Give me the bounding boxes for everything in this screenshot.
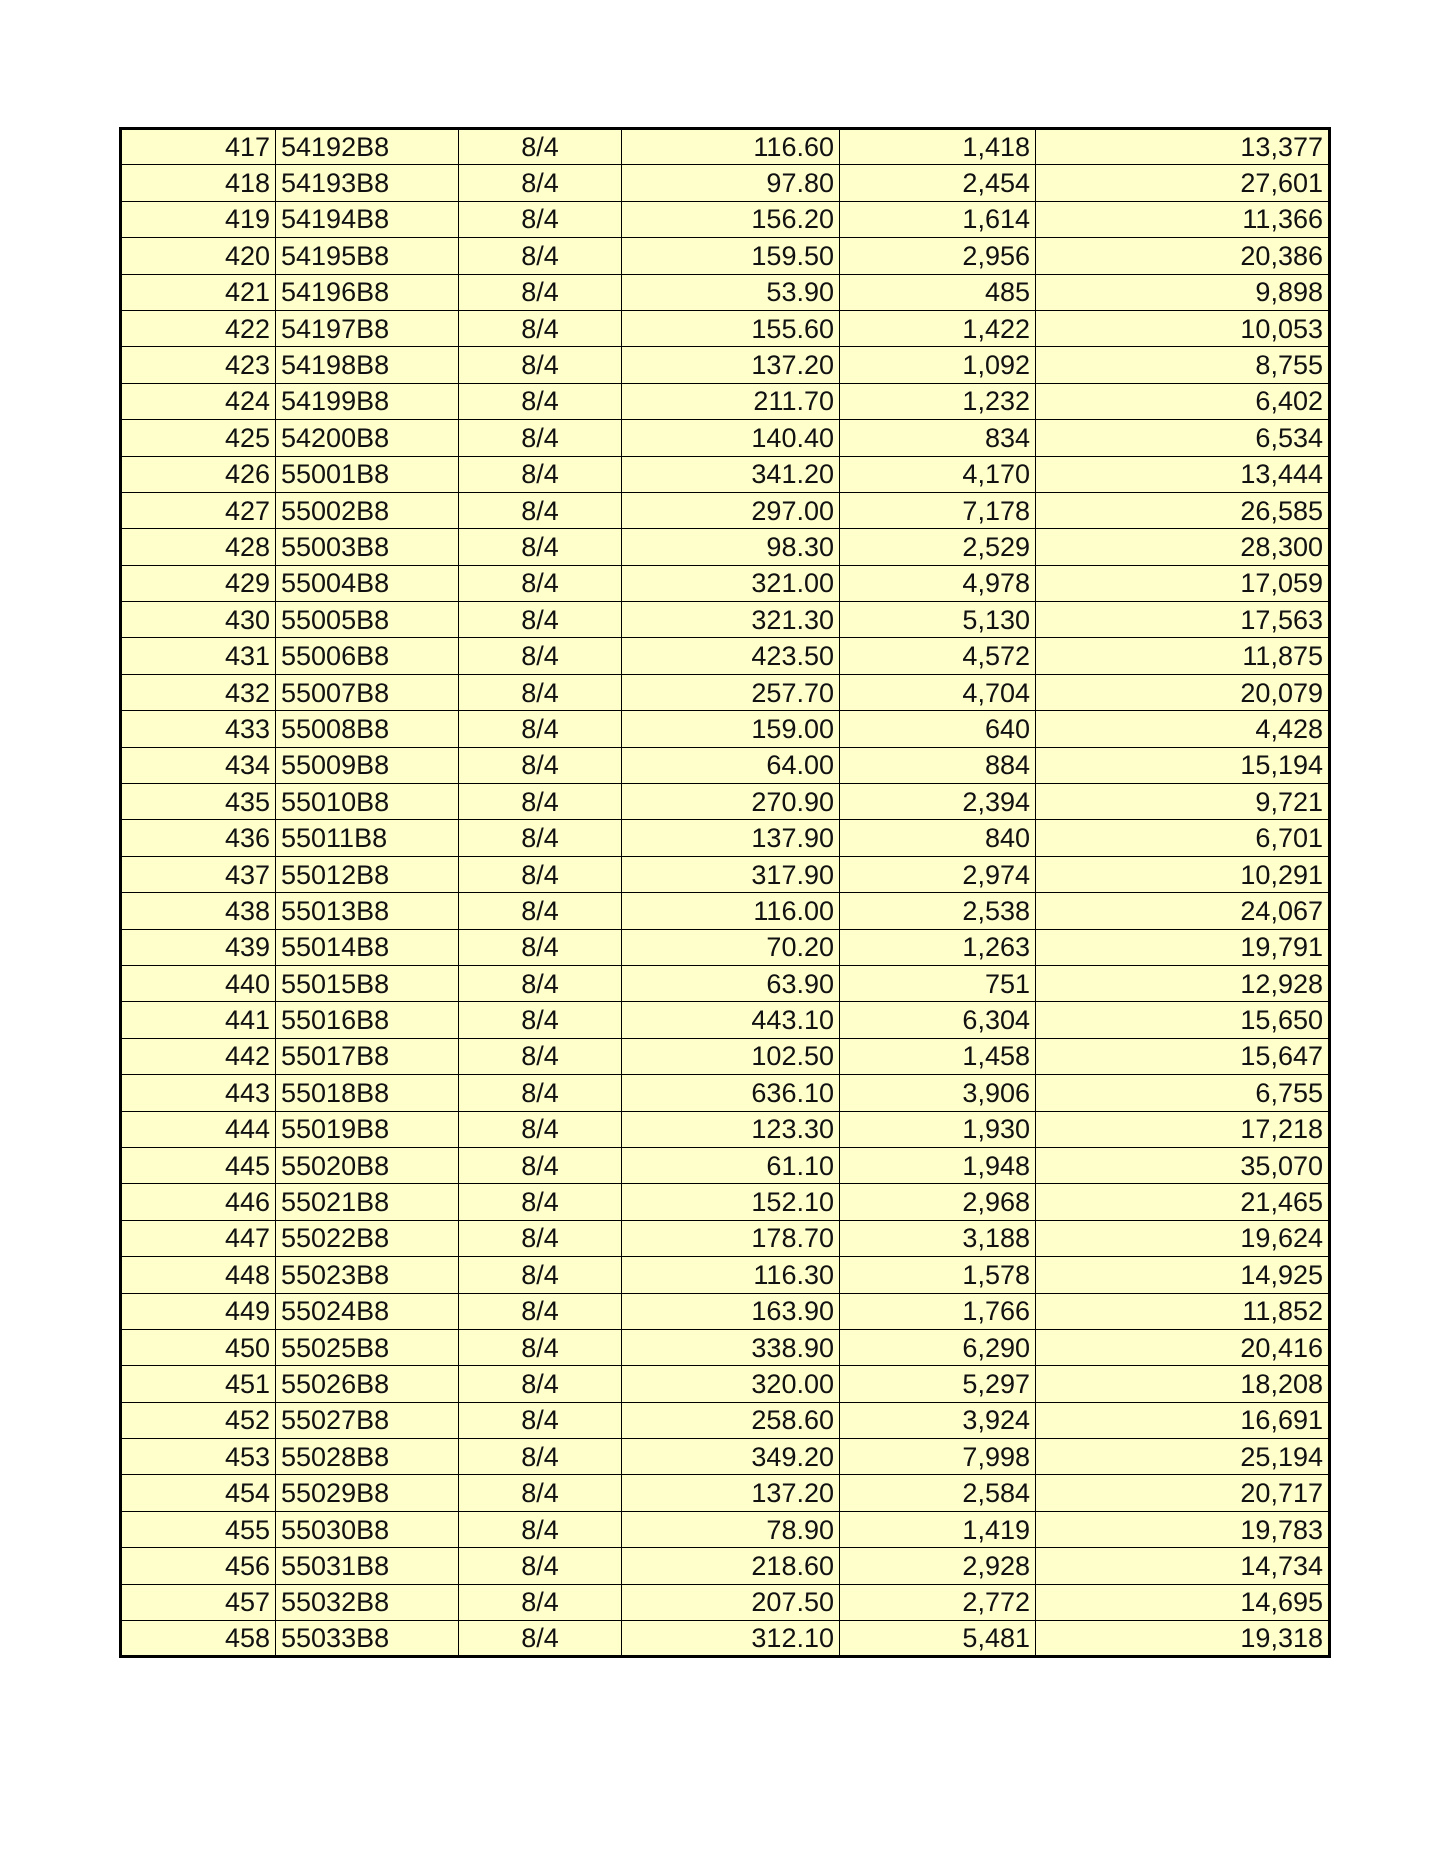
value-a-cell: 321.30	[622, 602, 840, 638]
table-row	[121, 1439, 1330, 1475]
value-b-cell: 1,422	[840, 310, 1036, 346]
value-a-cell: 349.20	[622, 1439, 840, 1475]
table-row	[121, 674, 1330, 710]
value-b-cell: 3,924	[840, 1402, 1036, 1438]
item-code-cell: 55012B8	[276, 856, 459, 892]
thickness-cell: 8/4	[459, 1511, 622, 1547]
value-a-cell: 152.10	[622, 1184, 840, 1220]
value-a-cell: 258.60	[622, 1402, 840, 1438]
table-row	[121, 784, 1330, 820]
row-number-cell: 445	[121, 1147, 276, 1183]
item-code-cell: 54200B8	[276, 420, 459, 456]
value-a-cell: 178.70	[622, 1220, 840, 1256]
table-row	[121, 492, 1330, 528]
item-code-cell: 55030B8	[276, 1511, 459, 1547]
item-code-cell: 54198B8	[276, 347, 459, 383]
row-number-cell: 439	[121, 929, 276, 965]
row-number-cell: 436	[121, 820, 276, 856]
row-number-cell: 421	[121, 274, 276, 310]
table-row	[121, 456, 1330, 492]
value-c-cell: 28,300	[1036, 529, 1330, 565]
value-b-cell: 7,178	[840, 492, 1036, 528]
value-c-cell: 19,783	[1036, 1511, 1330, 1547]
value-c-cell: 10,291	[1036, 856, 1330, 892]
value-c-cell: 14,734	[1036, 1548, 1330, 1584]
thickness-cell: 8/4	[459, 1402, 622, 1438]
value-c-cell: 16,691	[1036, 1402, 1330, 1438]
value-a-cell: 123.30	[622, 1111, 840, 1147]
thickness-cell: 8/4	[459, 420, 622, 456]
thickness-cell: 8/4	[459, 1548, 622, 1584]
value-c-cell: 6,534	[1036, 420, 1330, 456]
row-number-cell: 432	[121, 674, 276, 710]
value-a-cell: 140.40	[622, 420, 840, 456]
item-code-cell: 55025B8	[276, 1329, 459, 1365]
value-a-cell: 137.90	[622, 820, 840, 856]
value-a-cell: 207.50	[622, 1584, 840, 1620]
table-row	[121, 165, 1330, 201]
value-c-cell: 20,717	[1036, 1475, 1330, 1511]
row-number-cell: 443	[121, 1075, 276, 1111]
value-b-cell: 2,584	[840, 1475, 1036, 1511]
item-code-cell: 54194B8	[276, 201, 459, 237]
thickness-cell: 8/4	[459, 1111, 622, 1147]
value-c-cell: 20,416	[1036, 1329, 1330, 1365]
value-b-cell: 5,297	[840, 1366, 1036, 1402]
row-number-cell: 425	[121, 420, 276, 456]
value-c-cell: 17,563	[1036, 602, 1330, 638]
value-b-cell: 4,170	[840, 456, 1036, 492]
row-number-cell: 417	[121, 129, 276, 165]
thickness-cell: 8/4	[459, 638, 622, 674]
row-number-cell: 455	[121, 1511, 276, 1547]
value-c-cell: 14,925	[1036, 1257, 1330, 1293]
value-c-cell: 12,928	[1036, 965, 1330, 1001]
value-b-cell: 1,092	[840, 347, 1036, 383]
row-number-cell: 456	[121, 1548, 276, 1584]
value-c-cell: 17,059	[1036, 565, 1330, 601]
item-code-cell: 55006B8	[276, 638, 459, 674]
value-c-cell: 20,079	[1036, 674, 1330, 710]
thickness-cell: 8/4	[459, 747, 622, 783]
row-number-cell: 424	[121, 383, 276, 419]
item-code-cell: 55015B8	[276, 965, 459, 1001]
value-a-cell: 116.00	[622, 893, 840, 929]
row-number-cell: 433	[121, 711, 276, 747]
row-number-cell: 454	[121, 1475, 276, 1511]
item-code-cell: 55021B8	[276, 1184, 459, 1220]
value-c-cell: 18,208	[1036, 1366, 1330, 1402]
value-b-cell: 1,232	[840, 383, 1036, 419]
item-code-cell: 55005B8	[276, 602, 459, 638]
value-b-cell: 3,906	[840, 1075, 1036, 1111]
value-b-cell: 1,930	[840, 1111, 1036, 1147]
value-a-cell: 64.00	[622, 747, 840, 783]
thickness-cell: 8/4	[459, 1439, 622, 1475]
row-number-cell: 458	[121, 1621, 276, 1657]
value-c-cell: 19,318	[1036, 1621, 1330, 1657]
value-a-cell: 636.10	[622, 1075, 840, 1111]
value-b-cell: 884	[840, 747, 1036, 783]
value-b-cell: 2,538	[840, 893, 1036, 929]
row-number-cell: 427	[121, 492, 276, 528]
table-row	[121, 747, 1330, 783]
row-number-cell: 423	[121, 347, 276, 383]
value-b-cell: 6,304	[840, 1002, 1036, 1038]
thickness-cell: 8/4	[459, 1257, 622, 1293]
item-code-cell: 55007B8	[276, 674, 459, 710]
row-number-cell: 430	[121, 602, 276, 638]
thickness-cell: 8/4	[459, 1329, 622, 1365]
item-code-cell: 55024B8	[276, 1293, 459, 1329]
value-a-cell: 159.00	[622, 711, 840, 747]
thickness-cell: 8/4	[459, 929, 622, 965]
value-b-cell: 840	[840, 820, 1036, 856]
row-number-cell: 444	[121, 1111, 276, 1147]
row-number-cell: 438	[121, 893, 276, 929]
value-b-cell: 4,572	[840, 638, 1036, 674]
value-c-cell: 11,852	[1036, 1293, 1330, 1329]
value-c-cell: 6,755	[1036, 1075, 1330, 1111]
row-number-cell: 442	[121, 1038, 276, 1074]
value-a-cell: 270.90	[622, 784, 840, 820]
item-code-cell: 55004B8	[276, 565, 459, 601]
value-c-cell: 13,377	[1036, 129, 1330, 165]
value-c-cell: 4,428	[1036, 711, 1330, 747]
value-a-cell: 297.00	[622, 492, 840, 528]
value-c-cell: 21,465	[1036, 1184, 1330, 1220]
row-number-cell: 448	[121, 1257, 276, 1293]
thickness-cell: 8/4	[459, 238, 622, 274]
value-b-cell: 751	[840, 965, 1036, 1001]
row-number-cell: 457	[121, 1584, 276, 1620]
value-c-cell: 8,755	[1036, 347, 1330, 383]
thickness-cell: 8/4	[459, 1220, 622, 1256]
table-row	[121, 929, 1330, 965]
table-row	[121, 1075, 1330, 1111]
row-number-cell: 440	[121, 965, 276, 1001]
table-row	[121, 638, 1330, 674]
thickness-cell: 8/4	[459, 602, 622, 638]
value-b-cell: 5,481	[840, 1621, 1036, 1657]
thickness-cell: 8/4	[459, 347, 622, 383]
value-a-cell: 155.60	[622, 310, 840, 346]
value-b-cell: 2,529	[840, 529, 1036, 565]
value-b-cell: 1,419	[840, 1511, 1036, 1547]
item-code-cell: 55028B8	[276, 1439, 459, 1475]
value-c-cell: 17,218	[1036, 1111, 1330, 1147]
value-b-cell: 834	[840, 420, 1036, 456]
thickness-cell: 8/4	[459, 1075, 622, 1111]
value-a-cell: 116.60	[622, 129, 840, 165]
value-b-cell: 2,454	[840, 165, 1036, 201]
value-a-cell: 156.20	[622, 201, 840, 237]
item-code-cell: 55003B8	[276, 529, 459, 565]
thickness-cell: 8/4	[459, 529, 622, 565]
value-c-cell: 19,624	[1036, 1220, 1330, 1256]
item-code-cell: 55032B8	[276, 1584, 459, 1620]
thickness-cell: 8/4	[459, 274, 622, 310]
item-code-cell: 54195B8	[276, 238, 459, 274]
table-row	[121, 602, 1330, 638]
item-code-cell: 54197B8	[276, 310, 459, 346]
value-a-cell: 70.20	[622, 929, 840, 965]
value-a-cell: 257.70	[622, 674, 840, 710]
thickness-cell: 8/4	[459, 784, 622, 820]
item-code-cell: 55017B8	[276, 1038, 459, 1074]
value-c-cell: 25,194	[1036, 1439, 1330, 1475]
item-code-cell: 55016B8	[276, 1002, 459, 1038]
item-code-cell: 55031B8	[276, 1548, 459, 1584]
thickness-cell: 8/4	[459, 1147, 622, 1183]
value-a-cell: 97.80	[622, 165, 840, 201]
thickness-cell: 8/4	[459, 1475, 622, 1511]
row-number-cell: 419	[121, 201, 276, 237]
value-a-cell: 137.20	[622, 347, 840, 383]
row-number-cell: 422	[121, 310, 276, 346]
table-row	[121, 1220, 1330, 1256]
value-b-cell: 2,968	[840, 1184, 1036, 1220]
value-a-cell: 63.90	[622, 965, 840, 1001]
thickness-cell: 8/4	[459, 674, 622, 710]
item-code-cell: 54193B8	[276, 165, 459, 201]
table-row	[121, 420, 1330, 456]
value-c-cell: 13,444	[1036, 456, 1330, 492]
item-code-cell: 55023B8	[276, 1257, 459, 1293]
thickness-cell: 8/4	[459, 492, 622, 528]
value-c-cell: 14,695	[1036, 1584, 1330, 1620]
thickness-cell: 8/4	[459, 1002, 622, 1038]
value-b-cell: 485	[840, 274, 1036, 310]
table-row	[121, 1002, 1330, 1038]
value-b-cell: 1,458	[840, 1038, 1036, 1074]
item-code-cell: 55027B8	[276, 1402, 459, 1438]
table-row	[121, 383, 1330, 419]
value-a-cell: 321.00	[622, 565, 840, 601]
value-a-cell: 443.10	[622, 1002, 840, 1038]
value-a-cell: 159.50	[622, 238, 840, 274]
item-code-cell: 54199B8	[276, 383, 459, 419]
thickness-cell: 8/4	[459, 310, 622, 346]
thickness-cell: 8/4	[459, 1184, 622, 1220]
value-c-cell: 11,875	[1036, 638, 1330, 674]
value-a-cell: 163.90	[622, 1293, 840, 1329]
table-row	[121, 820, 1330, 856]
row-number-cell: 447	[121, 1220, 276, 1256]
table-row	[121, 1184, 1330, 1220]
row-number-cell: 453	[121, 1439, 276, 1475]
table-row	[121, 856, 1330, 892]
value-b-cell: 1,614	[840, 201, 1036, 237]
table-row	[121, 1584, 1330, 1620]
row-number-cell: 451	[121, 1366, 276, 1402]
row-number-cell: 426	[121, 456, 276, 492]
item-code-cell: 55001B8	[276, 456, 459, 492]
value-b-cell: 7,998	[840, 1439, 1036, 1475]
value-c-cell: 27,601	[1036, 165, 1330, 201]
value-c-cell: 6,701	[1036, 820, 1330, 856]
table-body	[121, 129, 1330, 1657]
thickness-cell: 8/4	[459, 129, 622, 165]
value-a-cell: 78.90	[622, 1511, 840, 1547]
item-code-cell: 55018B8	[276, 1075, 459, 1111]
thickness-cell: 8/4	[459, 383, 622, 419]
table-row	[121, 565, 1330, 601]
table-row	[121, 1548, 1330, 1584]
row-number-cell: 452	[121, 1402, 276, 1438]
table-row	[121, 1366, 1330, 1402]
table-row	[121, 1475, 1330, 1511]
thickness-cell: 8/4	[459, 965, 622, 1001]
table-row	[121, 711, 1330, 747]
value-b-cell: 2,772	[840, 1584, 1036, 1620]
value-a-cell: 116.30	[622, 1257, 840, 1293]
value-b-cell: 1,578	[840, 1257, 1036, 1293]
thickness-cell: 8/4	[459, 165, 622, 201]
thickness-cell: 8/4	[459, 1293, 622, 1329]
table-row	[121, 1257, 1330, 1293]
value-a-cell: 423.50	[622, 638, 840, 674]
item-code-cell: 55011B8	[276, 820, 459, 856]
value-b-cell: 1,948	[840, 1147, 1036, 1183]
value-b-cell: 640	[840, 711, 1036, 747]
value-a-cell: 137.20	[622, 1475, 840, 1511]
row-number-cell: 437	[121, 856, 276, 892]
item-code-cell: 55009B8	[276, 747, 459, 783]
item-code-cell: 55029B8	[276, 1475, 459, 1511]
item-code-cell: 55013B8	[276, 893, 459, 929]
value-c-cell: 35,070	[1036, 1147, 1330, 1183]
value-c-cell: 10,053	[1036, 310, 1330, 346]
item-code-cell: 55010B8	[276, 784, 459, 820]
value-a-cell: 218.60	[622, 1548, 840, 1584]
item-code-cell: 55022B8	[276, 1220, 459, 1256]
row-number-cell: 418	[121, 165, 276, 201]
value-b-cell: 3,188	[840, 1220, 1036, 1256]
row-number-cell: 441	[121, 1002, 276, 1038]
table-row	[121, 1111, 1330, 1147]
thickness-cell: 8/4	[459, 201, 622, 237]
table-row	[121, 1402, 1330, 1438]
value-b-cell: 1,766	[840, 1293, 1036, 1329]
table-row	[121, 201, 1330, 237]
item-code-cell: 55019B8	[276, 1111, 459, 1147]
value-c-cell: 19,791	[1036, 929, 1330, 965]
table-row	[121, 1147, 1330, 1183]
thickness-cell: 8/4	[459, 820, 622, 856]
item-code-cell: 55033B8	[276, 1621, 459, 1657]
value-a-cell: 98.30	[622, 529, 840, 565]
value-b-cell: 4,704	[840, 674, 1036, 710]
table-row	[121, 965, 1330, 1001]
value-b-cell: 2,394	[840, 784, 1036, 820]
value-c-cell: 9,721	[1036, 784, 1330, 820]
thickness-cell: 8/4	[459, 856, 622, 892]
item-code-cell: 55008B8	[276, 711, 459, 747]
table-row	[121, 310, 1330, 346]
item-code-cell: 55014B8	[276, 929, 459, 965]
table-row	[121, 1621, 1330, 1657]
thickness-cell: 8/4	[459, 456, 622, 492]
value-a-cell: 61.10	[622, 1147, 840, 1183]
value-c-cell: 20,386	[1036, 238, 1330, 274]
value-c-cell: 15,650	[1036, 1002, 1330, 1038]
value-b-cell: 2,974	[840, 856, 1036, 892]
table-row	[121, 1511, 1330, 1547]
row-number-cell: 429	[121, 565, 276, 601]
value-b-cell: 4,978	[840, 565, 1036, 601]
thickness-cell: 8/4	[459, 893, 622, 929]
table-row	[121, 1293, 1330, 1329]
thickness-cell: 8/4	[459, 1366, 622, 1402]
item-code-cell: 55026B8	[276, 1366, 459, 1402]
value-a-cell: 102.50	[622, 1038, 840, 1074]
table-row	[121, 274, 1330, 310]
row-number-cell: 446	[121, 1184, 276, 1220]
item-code-cell: 55002B8	[276, 492, 459, 528]
value-a-cell: 320.00	[622, 1366, 840, 1402]
thickness-cell: 8/4	[459, 1038, 622, 1074]
value-a-cell: 312.10	[622, 1621, 840, 1657]
value-b-cell: 2,956	[840, 238, 1036, 274]
row-number-cell: 449	[121, 1293, 276, 1329]
row-number-cell: 434	[121, 747, 276, 783]
value-c-cell: 15,194	[1036, 747, 1330, 783]
value-c-cell: 6,402	[1036, 383, 1330, 419]
value-c-cell: 15,647	[1036, 1038, 1330, 1074]
value-b-cell: 1,418	[840, 129, 1036, 165]
row-number-cell: 428	[121, 529, 276, 565]
table-row	[121, 1329, 1330, 1365]
value-b-cell: 2,928	[840, 1548, 1036, 1584]
value-c-cell: 9,898	[1036, 274, 1330, 310]
table-row	[121, 893, 1330, 929]
value-a-cell: 317.90	[622, 856, 840, 892]
row-number-cell: 431	[121, 638, 276, 674]
value-b-cell: 1,263	[840, 929, 1036, 965]
row-number-cell: 420	[121, 238, 276, 274]
value-c-cell: 24,067	[1036, 893, 1330, 929]
thickness-cell: 8/4	[459, 1621, 622, 1657]
row-number-cell: 435	[121, 784, 276, 820]
value-c-cell: 11,366	[1036, 201, 1330, 237]
value-a-cell: 341.20	[622, 456, 840, 492]
item-code-cell: 54192B8	[276, 129, 459, 165]
value-b-cell: 5,130	[840, 602, 1036, 638]
table-row	[121, 238, 1330, 274]
table-row	[121, 129, 1330, 165]
value-c-cell: 26,585	[1036, 492, 1330, 528]
value-a-cell: 211.70	[622, 383, 840, 419]
thickness-cell: 8/4	[459, 711, 622, 747]
item-code-cell: 54196B8	[276, 274, 459, 310]
data-table	[119, 127, 1331, 1658]
table-row	[121, 1038, 1330, 1074]
thickness-cell: 8/4	[459, 565, 622, 601]
value-b-cell: 6,290	[840, 1329, 1036, 1365]
table-row	[121, 529, 1330, 565]
value-a-cell: 53.90	[622, 274, 840, 310]
value-a-cell: 338.90	[622, 1329, 840, 1365]
row-number-cell: 450	[121, 1329, 276, 1365]
item-code-cell: 55020B8	[276, 1147, 459, 1183]
thickness-cell: 8/4	[459, 1584, 622, 1620]
table-row	[121, 347, 1330, 383]
